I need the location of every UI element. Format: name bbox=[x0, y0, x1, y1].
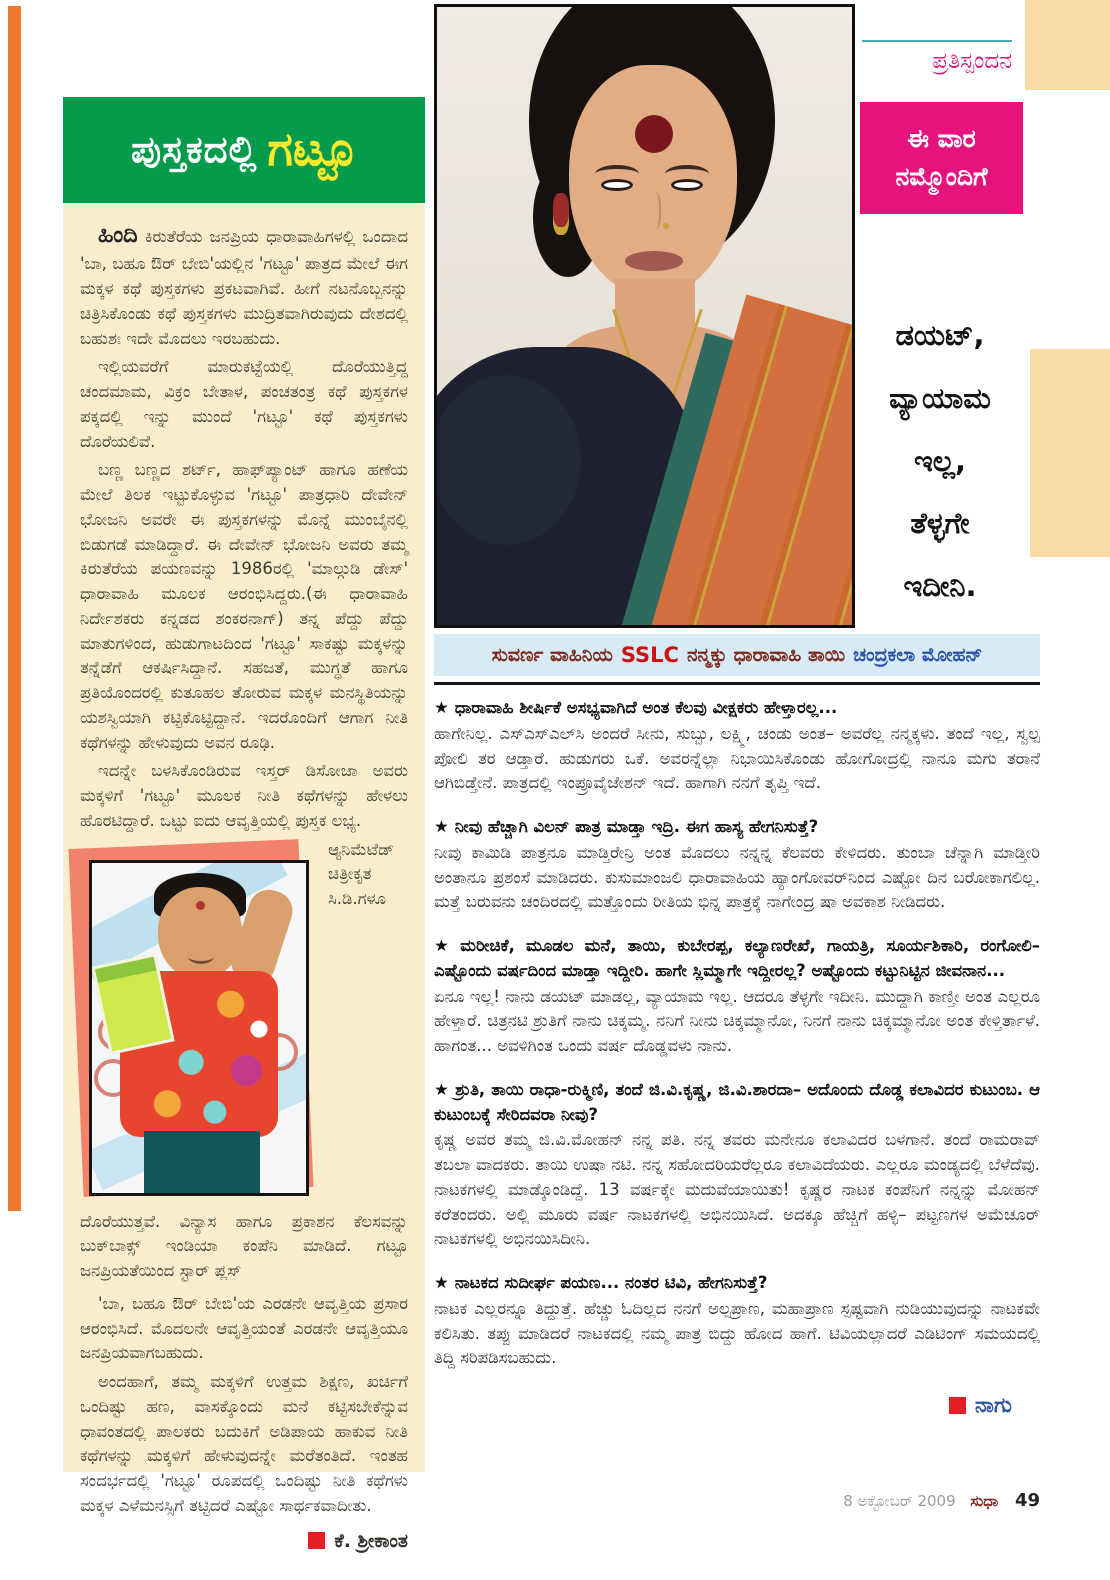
star-bullet-icon: ★ bbox=[434, 698, 449, 717]
pull-quote-line: ವ್ಯಾಯಾಮ bbox=[889, 380, 991, 415]
interview-answer: ನಾಟಕ ಎಲ್ಲರನ್ನೂ ತಿದ್ದುತ್ತೆ. ಹೆಚ್ಚು ಓದಿಲ್ಲದ ನನಗೆ ಅಲ್ಪಪ್ರಾಣ, ಮಹಾಪ್ರಾಣ ಸ್ಪಷ್ಟವಾಗಿ ನುಡಿಯುವುದನ್ನು ನಾಟಕವೇ ಕಲಿಸಿತು. ತಪ್ಪು ಮಾಡಿದರೆ ನಾಟಕದಲ್ಲಿ ನಮ್ಮ ಪಾತ್ರ ಬಿದ್ದು ಹೋದ ಹಾಗೆ. ಟಿವಿಯಲ್ಲಾದರೆ ಎಡಿಟಿಂಗ್ ಸಮಯದಲ್ಲಿ ತಿದ್ದಿ ಸರಿಪಡಿಸಬಹುದು. bbox=[434, 1298, 1040, 1368]
article-title-box bbox=[63, 97, 425, 203]
interview-question bbox=[434, 934, 1040, 984]
section-label: ಪ್ರತಿಸ್ಪಂದನ bbox=[932, 48, 1012, 74]
article-paragraph-7: ಅಂದಹಾಗೆ, ತಮ್ಮ ಮಕ್ಕಳಿಗೆ ಉತ್ತಮ ಶಿಕ್ಷಣ, ಖರ್ಚಿಗೆ ಒಂದಿಷ್ಟು ಹಣ, ವಾಸಕ್ಕೊಂದು ಮನೆ ಕಟ್ಟಿಸಬೇಕೆನ್ನುವ ಧಾವಂತದಲ್ಲಿ ಪಾಲಕರು ಬದುಕಿಗೆ ಅಡಿಪಾಯ ಹಾಕುವ ನೀತಿ ಕಥೆಗಳನ್ನು ಮಕ್ಕಳಿಗೆ ಹೇಳುವುದನ್ನೇ ಮರೆತಂತಿದೆ. ಇಂತಹ ಸಂದರ್ಭದಲ್ಲಿ 'ಗಟ್ಟೂ' ರೂಪದಲ್ಲಿ ಒಂದಿಷ್ಟು ನೀತಿ ಕಥೆಗಳು ಮಕ್ಕಳ ಎಳೆಮನಸ್ಸಿಗೆ ತಟ್ಟಿದರೆ ಎಷ್ಟೋ ಸಾರ್ಥಕವಾದೀತು. bbox=[80, 1372, 408, 1515]
peach-corner-block bbox=[1025, 0, 1110, 90]
interview-qa-3 bbox=[434, 934, 1040, 1059]
left-edge-accent-bar bbox=[8, 6, 21, 1211]
actor-pants bbox=[144, 1131, 260, 1193]
tilak-mark bbox=[196, 901, 205, 910]
drop-cap-word: ಹಿಂದಿ bbox=[98, 222, 138, 248]
article-title-part1: ಪುಸ್ತಕದಲ್ಲಿ bbox=[131, 128, 258, 171]
pull-quote-line: ಇದೀನಿ. bbox=[903, 569, 977, 603]
interview-question bbox=[434, 815, 1040, 840]
pull-quote-line: ತೆಳ್ಳಗೇ bbox=[910, 506, 970, 541]
this-week-line1: ಈ ವಾರ bbox=[907, 124, 976, 153]
star-bullet-icon: ★ bbox=[434, 1079, 450, 1099]
question-text: ಮರೀಚಿಕೆ, ಮೂಡಲ ಮನೆ, ತಾಯಿ, ಕುಬೇರಪ್ಪ, ಕಲ್ಯಾಣರೇಖೆ, ಗಾಯತ್ರಿ, ಸೂರ್ಯಶಿಕಾರಿ, ರಂಗೋಲಿ– ಎಷ್ಟೊಂದು ವರ್ಷದಿಂದ ಮಾಡ್ತಾ ಇದ್ದೀರಿ. ಹಾಗೇ ಸ್ಲಿಮ್ಮಾಗೇ ಇದ್ದೀರಲ್ಲ? ಅಷ್ಟೊಂದು ಕಟ್ಟುನಿಟ್ಟಿನ ಜೀವನಾನ... bbox=[434, 936, 1040, 980]
pull-quote-line: ಇಲ್ಲ, bbox=[913, 443, 967, 478]
interview-answer: ನೀವು ಕಾಮಿಡಿ ಪಾತ್ರನೂ ಮಾಡ್ತಿರೇನ್ರಿ ಅಂತ ಮೊದಲು ನನ್ನನ್ನ ಕೆಲವರು ಕೇಳಿದರು. ತುಂಬಾ ಚೆನ್ನಾಗಿ ಮಾಡ್ತೀರಿ ಅಂತಾನೂ ಪ್ರಶಂಸೆ ಮಾಡಿದರು. ಕುಸುಮಾಂಜಲಿ ಧಾರಾವಾಹಿಯ ಹ್ಯಾಂಗೋವರ್‌ನಿಂದ ಎಷ್ಟೋ ದಿನ ಬರೋಕಾಗಲಿಲ್ಲ. ಮತ್ತೆ ಬರುವನು ಚಂದಿರದಲ್ಲಿ ಮತ್ತೊಂದು ರೀತಿಯ ಭಿನ್ನ ಪಾತ್ರಕ್ಕೆ ನಾಗೇಂದ್ರ ಷಾ ಅವಕಾಶ ನೀಡಿದರು. bbox=[434, 842, 1040, 912]
interview-author-name: ನಾಗು bbox=[974, 1393, 1012, 1417]
question-text: ನಾಟಕದ ಸುದೀರ್ಘ ಪಯಣ... ನಂತರ ಟಿವಿ, ಹೇಗನಿಸುತ್ತೆ? bbox=[454, 1273, 768, 1292]
peach-side-block bbox=[1030, 349, 1110, 557]
footer-date: 8 ಅಕ್ಟೋಬರ್ 2009 bbox=[843, 1492, 956, 1510]
question-text: ಧಾರಾವಾಹಿ ಶೀರ್ಷಿಕೆ ಅಸಭ್ಯವಾಗಿದೆ ಅಂತ ಕೆಲವು ವೀಕ್ಷಕರು ಹೇಳ್ತಾರಲ್ಲ... bbox=[454, 698, 838, 717]
caption-person-name: ಚಂದ್ರಕಲಾ ಮೋಹನ್ bbox=[853, 644, 983, 666]
article-author-name: ಕೆ. ಶ್ರೀಕಾಂತ bbox=[334, 1529, 408, 1552]
question-text: ಶ್ರುತಿ, ತಾಯಿ ರಾಧಾ-ರುಕ್ಮಿಣಿ, ತಂದೆ ಜಿ.ವಿ.ಕೃಷ್ಣ, ಜಿ.ವಿ.ಶಾರದಾ– ಅದೊಂದು ದೊಡ್ಡ ಕಲಾವಿದರ ಕುಟುಂಬ. ಆ ಕುಟುಂಬಕ್ಕೆ ಸೇರಿದವರಾ ನೀವು? bbox=[434, 1079, 1040, 1124]
actress-eye bbox=[671, 179, 703, 191]
red-square-icon bbox=[308, 1532, 325, 1549]
interview-section bbox=[434, 696, 1040, 1422]
question-text: ನೀವು ಹೆಚ್ಚಾಗಿ ವಿಲನ್ ಪಾತ್ರ ಮಾಡ್ತಾ ಇದ್ರಿ. ಈಗ ಹಾಸ್ಯ ಹೇಗನಿಸುತ್ತೆ? bbox=[454, 817, 819, 836]
interview-qa-1 bbox=[434, 696, 1040, 796]
article-byline bbox=[80, 1527, 408, 1556]
interview-qa-4 bbox=[434, 1078, 1040, 1252]
star-bullet-icon: ★ bbox=[434, 817, 449, 836]
photo-caption bbox=[434, 634, 1040, 676]
interview-byline bbox=[434, 1390, 1040, 1422]
article-paragraph-3: ಬಣ್ಣ ಬಣ್ಣದ ಶರ್ಟ್, ಹಾಫ್‌ಪ್ಯಾಂಟ್ ಹಾಗೂ ಹಣೆಯ ಮೇಲೆ ತಿಲಕ ಇಟ್ಟುಕೊಳ್ಳುವ 'ಗಟ್ಟೂ' ಪಾತ್ರಧಾರಿ ದೇವೇನ್ ಭೋಜನಿ ಅವರೇ ಈ ಪುಸ್ತಕಗಳನ್ನು ಮೊನ್ನೆ ಮುಂಬೈನಲ್ಲಿ ಬಿಡುಗಡೆ ಮಾಡಿದ್ದಾರೆ. ಈ ದೇವೇನ್ ಭೋಜನಿ ಅವರು ತಮ್ಮ ಕಿರುತೆರೆಯ ಪಯಣವನ್ನು 1986ರಲ್ಲಿ 'ಮಾಲ್ಗುಡಿ ಡೇಸ್' ಧಾರಾವಾಹಿ ಮೂಲಕ ಆರಂಭಿಸಿದ್ದರು.(ಈ ಧಾರಾವಾಹಿ ನಿರ್ದೇಶಕರು ಕನ್ನಡದ ಶಂಕರನಾಗ್) ತನ್ನ ಪೆದ್ದು ಪೆದ್ದು ಮಾತುಗಳಿಂದ, ಹುಡುಗಾಟದಿಂದ 'ಗಟ್ಟೂ' ಸಾಕಷ್ಟು ಮಕ್ಕಳನ್ನು ತನ್ನೆಡೆಗೆ ಆಕರ್ಷಿಸಿದ್ದಾನೆ. ಸಹಜತೆ, ಮುಗ್ಧತೆ ಹಾಗೂ ಪ್ರತಿಯೊಂದರಲ್ಲಿ ಕುತೂಹಲ ತೋರುವ ಮಕ್ಕಳ ಮನಸ್ಥಿತಿಯನ್ನು ಯಶಸ್ವಿಯಾಗಿ ಕಟ್ಟಿಕೊಟ್ಟಿದ್ದಾನೆ. ಇದರೊಂದಿಗೆ ಆಗಾಗ ನೀತಿ ಕಥೆಗಳನ್ನು ಹೇಳುವುದು ಅವನ ರೂಢಿ. bbox=[80, 460, 408, 752]
article-title-part2: ಗಟ್ಟೂ bbox=[267, 122, 357, 177]
magazine-name: ಸುಧಾ bbox=[970, 1492, 999, 1510]
interview-qa-2 bbox=[434, 815, 1040, 915]
pull-quote bbox=[852, 318, 1028, 604]
actor-photo bbox=[89, 860, 309, 1196]
caption-prefix: ಸುವರ್ಣ ವಾಹಿನಿಯ bbox=[491, 644, 613, 666]
interview-question bbox=[434, 696, 1040, 721]
caption-middle: ನನ್ಮಕ್ಕು ಧಾರಾವಾಹಿ ತಾಯಿ bbox=[686, 644, 846, 666]
earring bbox=[553, 193, 569, 227]
caption-serial-name: SSLC bbox=[620, 643, 679, 667]
blouse-sleeve bbox=[434, 375, 581, 545]
interview-question bbox=[434, 1078, 1040, 1128]
star-bullet-icon: ★ bbox=[434, 936, 455, 955]
actor-photo-block bbox=[76, 842, 318, 1208]
actress-lips bbox=[625, 251, 683, 271]
actress-eye bbox=[601, 179, 633, 191]
interview-answer: ಕೃಷ್ಣ ಅವರ ತಮ್ಮ ಜಿ.ವಿ.ಮೋಹನ್ ನನ್ನ ಪತಿ. ನನ್ನ ತವರು ಮನೇನೂ ಕಲಾವಿದರ ಬಳಗಾನೆ. ತಂದೆ ರಾಮರಾವ್ ತಬಲಾ ವಾದಕರು. ತಾಯಿ ಉಷಾ ನಟಿ. ನನ್ನ ಸಹೋದರಿಯರೆಲ್ಲರೂ ಕಲಾವಿದೆಯರು. ಎಲ್ಲರೂ ಮಂಡ್ಯದಲ್ಲಿ ಬೆಳೆದೆವು. ನಾಟಕಗಳಲ್ಲಿ ಮಾಡ್ಕೊಂಡಿದ್ದೆ. 13 ವರ್ಷಕ್ಕೇ ಮದುವೆಯಾಯಿತು! ಕೃಷ್ಣರ ನಾಟಕ ಕಂಪೆನಿಗೆ ನನ್ನನ್ನು ಮೋಹನ್ ಕರೆತಂದರು. ಅಲ್ಲಿ ಮೂರು ವರ್ಷ ನಾಟಕಗಳಲ್ಲಿ ಅಭಿನಯಿಸಿದೆ. ಅದಕ್ಕೂ ಹೆಚ್ಚಿಗೆ ಹಳ್ಳಿ– ಪಟ್ಟಣಗಳ ಅಮೆಚೂರ್ ನಾಟಕಗಳಲ್ಲಿ ಅಭಿನಯಿಸಿದೀನಿ. bbox=[434, 1130, 1040, 1249]
article-paragraph-2: ಇಲ್ಲಿಯವರೆಗೆ ಮಾರುಕಟ್ಟೆಯಲ್ಲಿ ದೊರೆಯುತ್ತಿದ್ದ ಚಂದಮಾಮ, ವಿಕ್ರಂ ಬೇತಾಳ, ಪಂಚತಂತ್ರ ಕಥೆ ಪುಸ್ತಕಗಳ ಪಕ್ಕದಲ್ಲಿ ಇನ್ನು ಮುಂದೆ 'ಗಟ್ಟೂ' ಕಥೆ ಪುಸ್ತಕಗಳು ದೊರೆಯಲಿವೆ. bbox=[80, 357, 408, 451]
portrait-photo bbox=[434, 4, 855, 628]
article-paragraph-5: ಆ್ಯನಿಮೆಟೆಡ್ ಚಿತ್ರೀಕೃತ ಸಿ.ಡಿ.ಗಳೂ ದೊರೆಯುತ್ತವೆ. ವಿನ್ಯಾಸ ಹಾಗೂ ಪ್ರಕಾಶನ ಕೆಲಸವನ್ನು ಬುಕ್‌ಬಾಕ್ಸ್ ಇಂಡಿಯಾ ಕಂಪೆನಿ ಮಾಡಿದೆ. ಗಟ್ಟೂ ಜನಪ್ರಿಯತೆಯಿಂದ ಸ್ಟಾರ್ ಪ್ಲಸ್ bbox=[80, 839, 408, 1281]
this-week-line2: ನಮ್ಮೊಂದಿಗೆ bbox=[895, 162, 988, 191]
page-footer bbox=[640, 1490, 1040, 1511]
article-paragraph-6: 'ಬಾ, ಬಹೂ ಔರ್ ಬೇಬಿ'ಯ ಎರಡನೇ ಆವೃತ್ತಿಯ ಪ್ರಸಾರ ಆರಂಭಿಸಿದೆ. ಮೊದಲನೇ ಆವೃತ್ತಿಯಂತೆ ಎರಡನೇ ಆವೃತ್ತಿಯೂ ಜನಪ್ರಿಯವಾಗಬಹುದು. bbox=[80, 1293, 408, 1363]
article-column bbox=[63, 203, 425, 1552]
nose-stud bbox=[663, 223, 669, 229]
this-week-box bbox=[860, 102, 1023, 214]
red-square-icon bbox=[949, 1397, 966, 1414]
page-number: 49 bbox=[1014, 1490, 1040, 1511]
star-bullet-icon: ★ bbox=[434, 1273, 449, 1292]
interview-question bbox=[434, 1271, 1040, 1296]
interview-qa-5 bbox=[434, 1271, 1040, 1371]
article-paragraph-4: ಇದನ್ನೇ ಬಳಸಿಕೊಂಡಿರುವ ಇಸ್ತರ್ ಡಿಸೋಜಾ ಅವರು ಮಕ್ಕಳಿಗೆ 'ಗಟ್ಟೂ' ಮೂಲಕ ನೀತಿ ಕಥೆಗಳನ್ನು ಹೇಳಲು ಹೊರಟಿದ್ದಾರೆ. ಒಟ್ಟು ಐದು ಆವೃತ್ತಿಯಲ್ಲಿ ಪುಸ್ತಕ ಲಭ್ಯ. bbox=[80, 761, 408, 830]
article-paragraph-1-text: ಕಿರುತೆರೆಯ ಜನಪ್ರಿಯ ಧಾರಾವಾಹಿಗಳಲ್ಲಿ ಒಂದಾದ 'ಬಾ, ಬಹೂ ಔರ್ ಬೇಬಿ'ಯಲ್ಲಿನ 'ಗಟ್ಟೂ' ಪಾತ್ರದ ಮೇಲೆ ಈಗ ಮಕ್ಕಳ ಕಥೆ ಪುಸ್ತಕಗಳು ಪ್ರಕಟವಾಗಿವೆ. ಹೀಗೆ ನಟನೊಬ್ಬನನ್ನು ಚಿತ್ರಿಸಿಕೊಂಡು ಕಥೆ ಪುಸ್ತಕಗಳು ಮುದ್ರಿತವಾಗಿರುವುದು ದೇಶದಲ್ಲಿ ಬಹುಶಃ ಇದೇ ಮೊದಲು ಇರಬಹುದು. bbox=[80, 227, 408, 348]
section-divider-rule bbox=[434, 682, 1040, 685]
interview-answer: ಏನೂ ಇಲ್ಲ! ನಾನು ಡಯಟ್ ಮಾಡಲ್ಲ, ವ್ಯಾಯಾಮ ಇಲ್ಲ. ಆದರೂ ತೆಳ್ಳಗೇ ಇದೀನಿ. ಮುದ್ದಾಗಿ ಕಾಣ್ತೀ ಅಂತ ಎಲ್ಲರೂ ಹೇಳ್ತಾರೆ. ಚಿತ್ರನಟಿ ಶ್ರುತಿಗೆ ನಾನು ಚಿಕ್ಕಮ್ಮ. ನನಿಗೆ ನೀನು ಚಿಕ್ಕಮ್ಮಾನೋ, ನಿನಗೆ ನಾನು ಚಿಕ್ಕಮ್ಮಾನೋ ಅಂತ ಕೇಳ್ತಿರ್ತಾಳೆ. ಹಾಗಂತ... ಅವಳಿಗಿಂತ ಒಂದು ವರ್ಷ ದೊಡ್ಡವಳು ನಾನು. bbox=[434, 986, 1040, 1055]
bindi-mark bbox=[635, 115, 673, 153]
pull-quote-line: ಡಯಟ್, bbox=[895, 318, 985, 352]
actor-smile bbox=[188, 949, 214, 964]
section-label-rule bbox=[862, 40, 1012, 42]
article-paragraph-1 bbox=[80, 219, 408, 351]
interview-answer: ಹಾಗೇನಿಲ್ಲ. ಎಸ್‌ಎಸ್‌ಎಲ್‌ಸಿ ಅಂದರೆ ಸೀನು, ಸುಬ್ಬು, ಲಕ್ಷ್ಮಿ, ಚಂಡು ಅಂತ– ಅವರೆಲ್ಲ ನನ್ಮಕ್ಕಳು. ತಂದೆ ಇಲ್ಲ, ಸ್ವಲ್ಪ ಪೋಲಿ ತರ ಆಡ್ತಾರೆ. ಹುಡುಗರು ಒಕೆ. ಅವರನ್ನೆಲ್ಲಾ ನಿಭಾಯಿಸಿಕೊಂಡು ಹೋಗೋದ್ರಲ್ಲಿ ನಾನೂ ಮಗು ತರಾನೆ ಆಗಿಬಿಡ್ತೇನೆ. ಪಾತ್ರದಲ್ಲಿ ಇಂಪ್ರೂವೈಜೇಶನ್ ಇದೆ. ಹಾಗಾಗಿ ನನಗೆ ತೃಪ್ತಿ ಇದೆ. bbox=[434, 723, 1040, 793]
actress-nose bbox=[647, 192, 661, 230]
